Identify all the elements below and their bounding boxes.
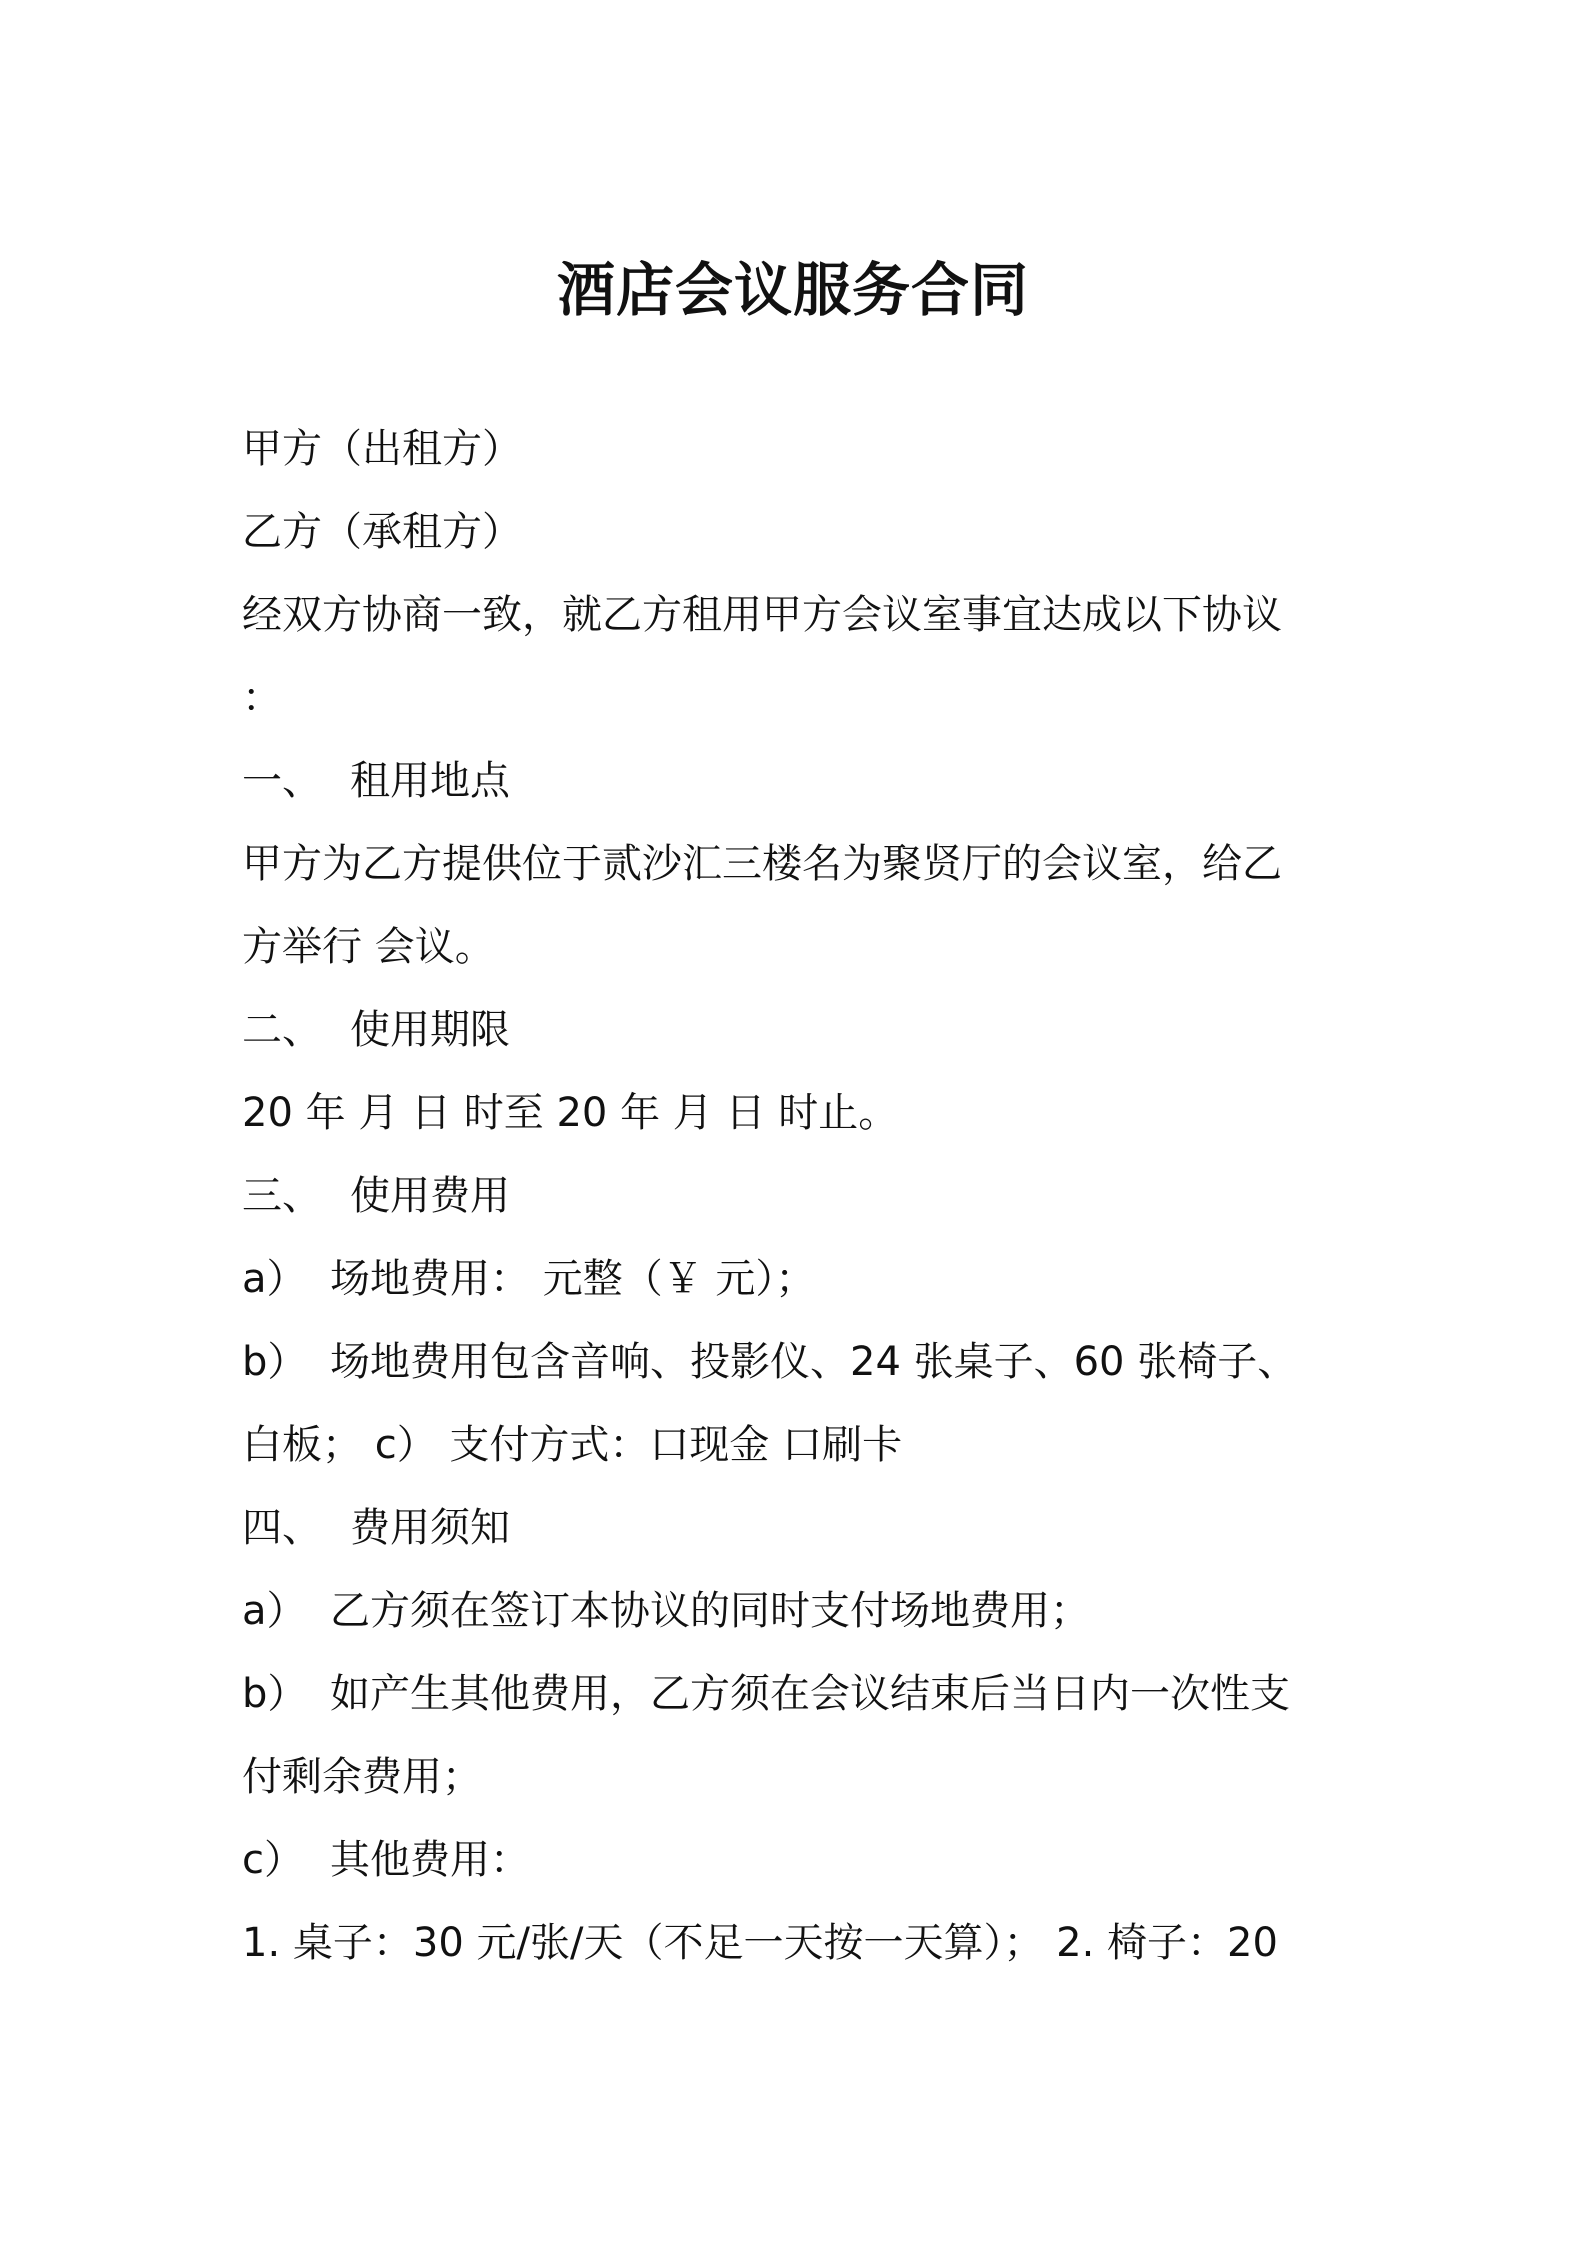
fees-item-b-continuation: 白板； c） 支付方式：口现金 口刷卡 [242, 1422, 903, 1468]
section-title: 使用期限 [350, 1007, 510, 1053]
item-marker: b） [242, 1671, 308, 1717]
section-number: 二、 [242, 1007, 322, 1053]
item-text: 乙方须在签订本协议的同时支付场地费用； [330, 1588, 1090, 1634]
item-marker: c） [242, 1837, 304, 1883]
section-number: 三、 [242, 1173, 322, 1219]
fee-notice-item-c [242, 1819, 1352, 1902]
party-a-line: 甲方（出租方） [242, 426, 522, 472]
item-marker: a） [242, 1588, 307, 1634]
section-number: 一、 [242, 758, 322, 804]
item-text: 其他费用： [330, 1837, 530, 1883]
fee-notice-item-b [242, 1653, 1352, 1736]
fee-notice-item-b-continuation: 付剩余费用； [242, 1754, 482, 1800]
party-b-line: 乙方（承租方） [242, 509, 522, 555]
item-marker: b） [242, 1339, 308, 1385]
intro-line-continuation: ： [242, 675, 282, 721]
section-heading-period [242, 989, 1352, 1072]
section-heading-fees [242, 1155, 1352, 1238]
location-body-line: 方举行 会议。 [242, 924, 495, 970]
document-body [242, 408, 1352, 1985]
document-title: 酒店会议服务合同 [556, 256, 1029, 324]
period-body-line: 20 年 月 日 时至 20 年 月 日 时止。 [242, 1090, 899, 1136]
section-title: 租用地点 [350, 758, 510, 804]
item-text: 场地费用： 元整（￥ 元）； [330, 1256, 816, 1302]
item-text: 场地费用包含音响、投影仪、24 张桌子、60 张椅子、 [330, 1339, 1298, 1385]
item-text: 如产生其他费用，乙方须在会议结束后当日内一次性支 [330, 1671, 1290, 1717]
intro-line: 经双方协商一致，就乙方租用甲方会议室事宜达成以下协议 [242, 592, 1282, 638]
location-body-line: 甲方为乙方提供位于贰沙汇三楼名为聚贤厅的会议室，给乙 [242, 841, 1282, 887]
other-fees-list-line: 1. 桌子：30 元/张/天（不足一天按一天算）； 2. 椅子：20 [242, 1920, 1278, 1966]
item-marker: a） [242, 1256, 307, 1302]
fees-item-a [242, 1238, 1352, 1321]
fees-item-b [242, 1321, 1352, 1404]
section-heading-location [242, 740, 1352, 823]
section-title: 使用费用 [350, 1173, 510, 1219]
section-title: 费用须知 [350, 1505, 510, 1551]
section-number: 四、 [242, 1505, 322, 1551]
fee-notice-item-a [242, 1570, 1352, 1653]
section-heading-fee-notice [242, 1487, 1352, 1570]
